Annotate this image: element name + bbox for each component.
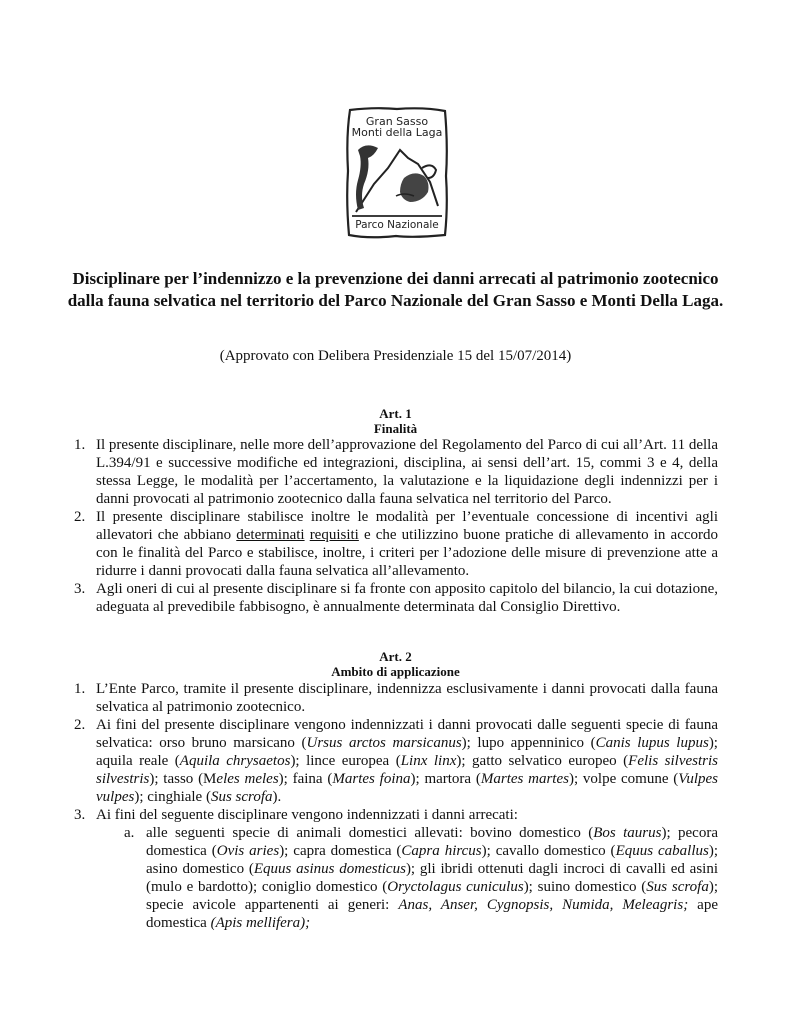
species-name: Capra hircus xyxy=(401,843,482,859)
underlined-word: determinati xyxy=(236,527,305,543)
item-text: Ai fini del presente disciplinare vengono indennizzati i danni provocati dalle seguenti specie di fauna selvatica: orso bruno marsicano ( xyxy=(96,717,718,751)
art1-list xyxy=(74,436,718,616)
item-text: ); cinghiale ( xyxy=(134,789,211,805)
item-number: 1. xyxy=(74,681,86,697)
species-name: Felis silvestris silvestris xyxy=(96,753,718,787)
species-name: Ovis aries xyxy=(216,843,280,859)
item-text: ); suino domestico ( xyxy=(523,879,647,895)
species-name: Sus scrofa xyxy=(646,879,709,895)
item-text: L’Ente Parco, tramite il presente disciplinare, indennizza esclusivamente i danni provocati dalla fauna selvatica al patrimonio zootecnico. xyxy=(96,681,718,715)
logo-line-2: Monti della Laga xyxy=(351,126,443,139)
underlined-word: requisiti xyxy=(309,527,359,543)
item-text: ); gli ibridi ottenuti dagli incroci di cavalli ed asini (mulo e bardotto); coniglio domestico ( xyxy=(146,861,719,895)
item-text: Agli oneri di cui al presente disciplinare si fa fronte con apposito capitolo del bilancio, la cui dotazione, adeguata al prevedibile fabbisogno, è annualmente determinata dal Consiglio Direttivo. xyxy=(96,581,718,615)
sub-item-letter: a. xyxy=(124,825,135,841)
item-text: ); aquila reale ( xyxy=(96,735,718,769)
species-name: Ursus arctos marsicanus xyxy=(306,735,462,751)
list-item xyxy=(74,580,718,616)
species-name: Bos taurus xyxy=(593,825,662,841)
item-text: ); faina ( xyxy=(278,771,333,787)
species-name: Aquila chrysaetos xyxy=(179,753,291,769)
art2-heading: Art. 2 xyxy=(379,649,412,664)
list-item xyxy=(74,436,718,508)
item-text: Ai fini del seguente disciplinare vengono indennizzati i danni arrecati: xyxy=(96,807,518,823)
item-text: ); pecora domestica ( xyxy=(146,825,718,859)
list-item xyxy=(74,508,718,580)
list-item xyxy=(74,806,718,824)
item-text: ). xyxy=(272,789,282,805)
item-number: 3. xyxy=(74,807,86,823)
species-name: Martes martes xyxy=(480,771,569,787)
list-item xyxy=(74,680,718,716)
item-number: 2. xyxy=(74,717,86,733)
logo-line-1: Gran Sasso xyxy=(365,115,429,128)
species-name: Linx linx xyxy=(400,753,457,769)
item-text: ); specie avicole appartenenti ai generi: xyxy=(146,879,719,913)
list-item xyxy=(74,716,718,806)
species-name: Equus caballus xyxy=(615,843,709,859)
item-text: ape domestica xyxy=(146,897,718,931)
sub-list-item xyxy=(52,824,718,932)
species-name: (Apis mellifera); xyxy=(210,915,311,931)
species-name: Sus scrofa xyxy=(210,789,273,805)
item-number: 1. xyxy=(74,437,86,453)
item-number: 2. xyxy=(74,509,86,525)
item-text: ); tasso (M xyxy=(149,771,217,787)
art1-heading: Art. 1 xyxy=(379,406,412,421)
item-text: e che utilizzino buone pratiche di allevamento in accordo con le finalità del Parco e stabilisce, inoltre, i criteri per l’adozione delle misure di prevenzione atte a ridurre i danni provocati dalla fauna selvatica all’allevamento. xyxy=(96,527,719,579)
park-logo xyxy=(344,106,450,240)
item-text: ); capra domestica ( xyxy=(279,843,402,859)
species-name: Vulpes vulpes xyxy=(96,771,718,805)
item-text: ); volpe comune ( xyxy=(568,771,679,787)
species-name: Anas, Anser, Cygnopsis, Numida, Meleagris; xyxy=(398,897,689,913)
item-text: ); lupo appenninico ( xyxy=(461,735,596,751)
art2-subheading: Ambito di applicazione xyxy=(331,664,460,679)
species-name: Martes foina xyxy=(332,771,411,787)
item-text: ); lince europea ( xyxy=(290,753,401,769)
species-name: Equus asinus domesticus xyxy=(253,861,406,877)
item-text: ); gatto selvatico europeo ( xyxy=(456,753,629,769)
species-name: eles meles xyxy=(216,771,279,787)
item-text: ); asino domestico ( xyxy=(146,843,718,877)
document-title: Disciplinare per l’indennizzo e la prevenzione dei danni arrecati al patrimonio zootecnico dalla fauna selvatica nel territorio del Parco Nazionale del Gran Sasso e Monti Della Laga. xyxy=(67,269,724,310)
item-text: ); cavallo domestico ( xyxy=(481,843,616,859)
approval-note: (Approvato con Delibera Presidenziale 15 del 15/07/2014) xyxy=(219,348,572,364)
logo-line-3: Parco Nazionale xyxy=(355,219,439,231)
art1-subheading: Finalità xyxy=(373,421,418,436)
item-number: 3. xyxy=(74,581,86,597)
item-text: alle seguenti specie di animali domestici allevati: bovino domestico ( xyxy=(146,825,594,841)
species-name: Oryctolagus cuniculus xyxy=(387,879,524,895)
species-name: Canis lupus lupus xyxy=(595,735,709,751)
item-text: ); martora ( xyxy=(410,771,481,787)
item-text: Il presente disciplinare, nelle more dell’approvazione del Regolamento del Parco di cui all’Art. 11 della L.394/91 e successive modifiche ed integrazioni, disciplina, ai sensi dell’art. 15, commi 3 e 4, della stessa Legge, le modalità per l’accertamento, la valutazione e la liquidazione degli indennizzi per i danni provocati al patrimonio zootecnico dalla fauna selvatica nel territorio del Parco. xyxy=(96,437,718,507)
art2-list xyxy=(74,680,718,932)
item-text: Il presente disciplinare stabilisce inoltre le modalità per l’eventuale concessione di incentivi agli allevatori che abbiano xyxy=(96,509,718,543)
